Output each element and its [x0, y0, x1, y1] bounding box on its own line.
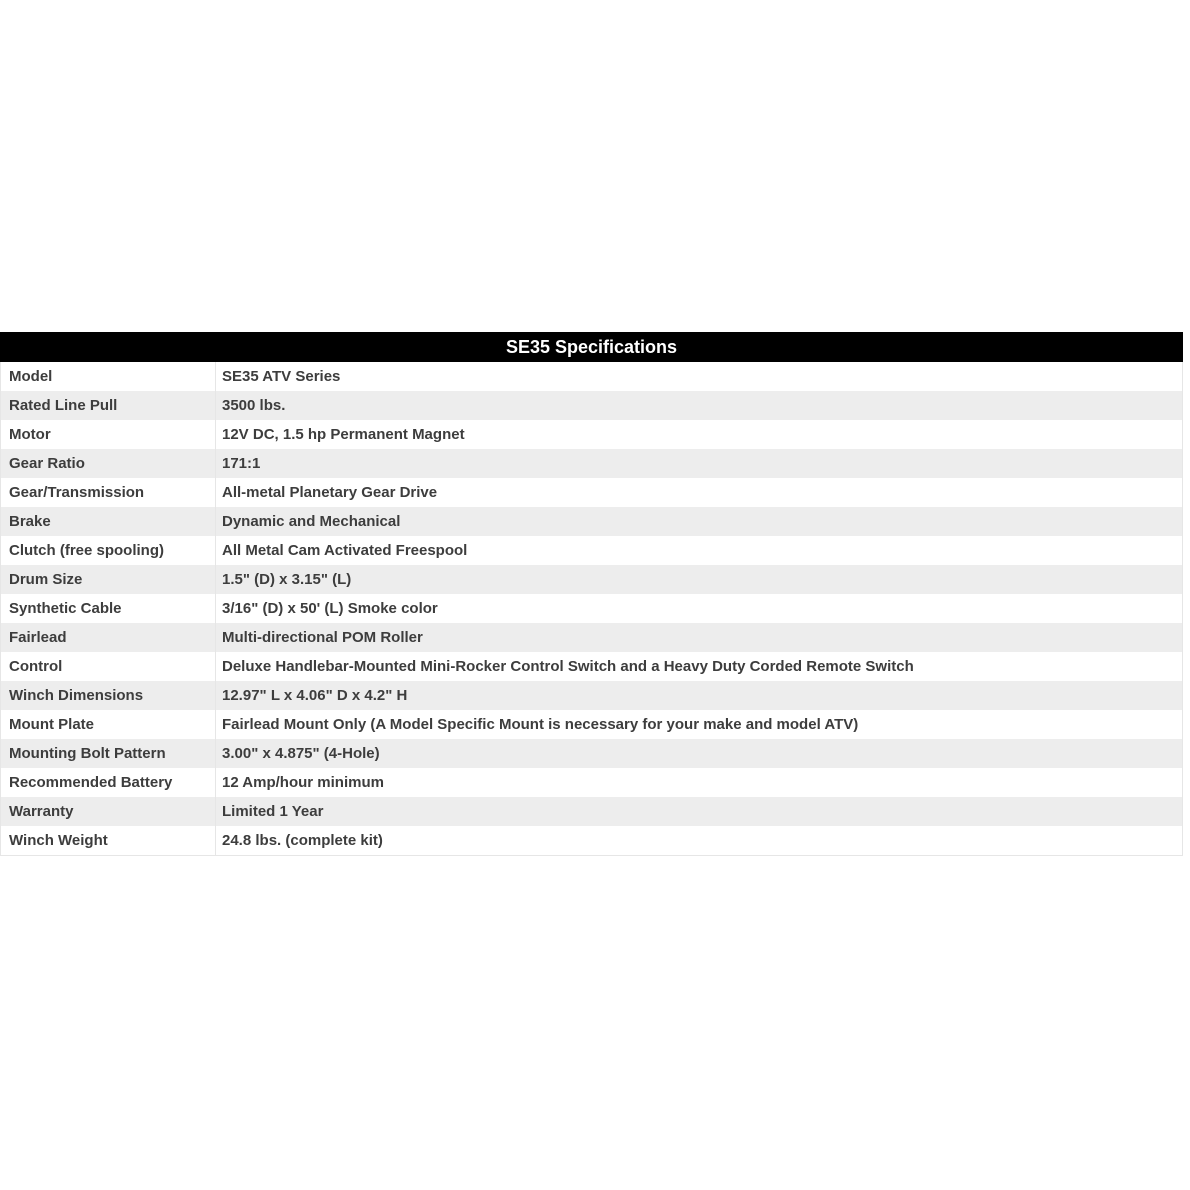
row-value: All Metal Cam Activated Freespool [222, 542, 468, 559]
row-label: Brake [1, 507, 216, 536]
row-label: Model [1, 362, 216, 391]
row-label: Drum Size [1, 565, 216, 594]
row-label: Mounting Bolt Pattern [1, 739, 216, 768]
row-value: Fairlead Mount Only (A Model Specific Mount is necessary for your make and model ATV) [222, 716, 859, 733]
row-value: Dynamic and Mechanical [222, 513, 401, 530]
table-row [1, 623, 1182, 652]
table-row [1, 391, 1182, 420]
row-label: Winch Dimensions [1, 681, 216, 710]
row-value: Deluxe Handlebar-Mounted Mini-Rocker Control Switch and a Heavy Duty Corded Remote Switch [222, 658, 914, 675]
row-label: Winch Weight [1, 826, 216, 855]
table-title: SE35 Specifications [0, 332, 1183, 362]
table-row [1, 362, 1182, 391]
row-value: All-metal Planetary Gear Drive [222, 484, 438, 501]
table-row [1, 478, 1182, 507]
row-value: 1.5" (D) x 3.15" (L) [222, 571, 352, 588]
row-label: Synthetic Cable [1, 594, 216, 623]
table-row [1, 449, 1182, 478]
specifications-table [0, 332, 1183, 856]
row-label: Mount Plate [1, 710, 216, 739]
table-row [1, 681, 1182, 710]
row-value: 3/16" (D) x 50' (L) Smoke color [222, 600, 438, 617]
row-label: Motor [1, 420, 216, 449]
table-row [1, 507, 1182, 536]
row-label: Gear/Transmission [1, 478, 216, 507]
row-value: 12V DC, 1.5 hp Permanent Magnet [222, 426, 465, 443]
table-row [1, 536, 1182, 565]
table-row [1, 710, 1182, 739]
row-value: 12 Amp/hour minimum [222, 774, 384, 791]
row-value: 3.00" x 4.875" (4-Hole) [222, 745, 380, 762]
row-value: 3500 lbs. [222, 397, 286, 414]
row-label: Clutch (free spooling) [1, 536, 216, 565]
row-label: Rated Line Pull [1, 391, 216, 420]
row-value: 171:1 [222, 455, 261, 472]
row-value: Limited 1 Year [222, 803, 324, 820]
row-label: Recommended Battery [1, 768, 216, 797]
row-label: Gear Ratio [1, 449, 216, 478]
row-value: SE35 ATV Series [222, 368, 341, 385]
table-row [1, 652, 1182, 681]
row-value: Multi-directional POM Roller [222, 629, 423, 646]
table-row [1, 768, 1182, 797]
table-row [1, 797, 1182, 826]
table-row [1, 739, 1182, 768]
table-row [1, 565, 1182, 594]
row-label: Control [1, 652, 216, 681]
table-row [1, 420, 1182, 449]
row-value: 12.97" L x 4.06" D x 4.2" H [222, 687, 408, 704]
row-label: Fairlead [1, 623, 216, 652]
table-row [1, 594, 1182, 623]
row-value: 24.8 lbs. (complete kit) [222, 832, 383, 849]
spec-rows [1, 362, 1182, 855]
table-row [1, 826, 1182, 855]
row-label: Warranty [1, 797, 216, 826]
